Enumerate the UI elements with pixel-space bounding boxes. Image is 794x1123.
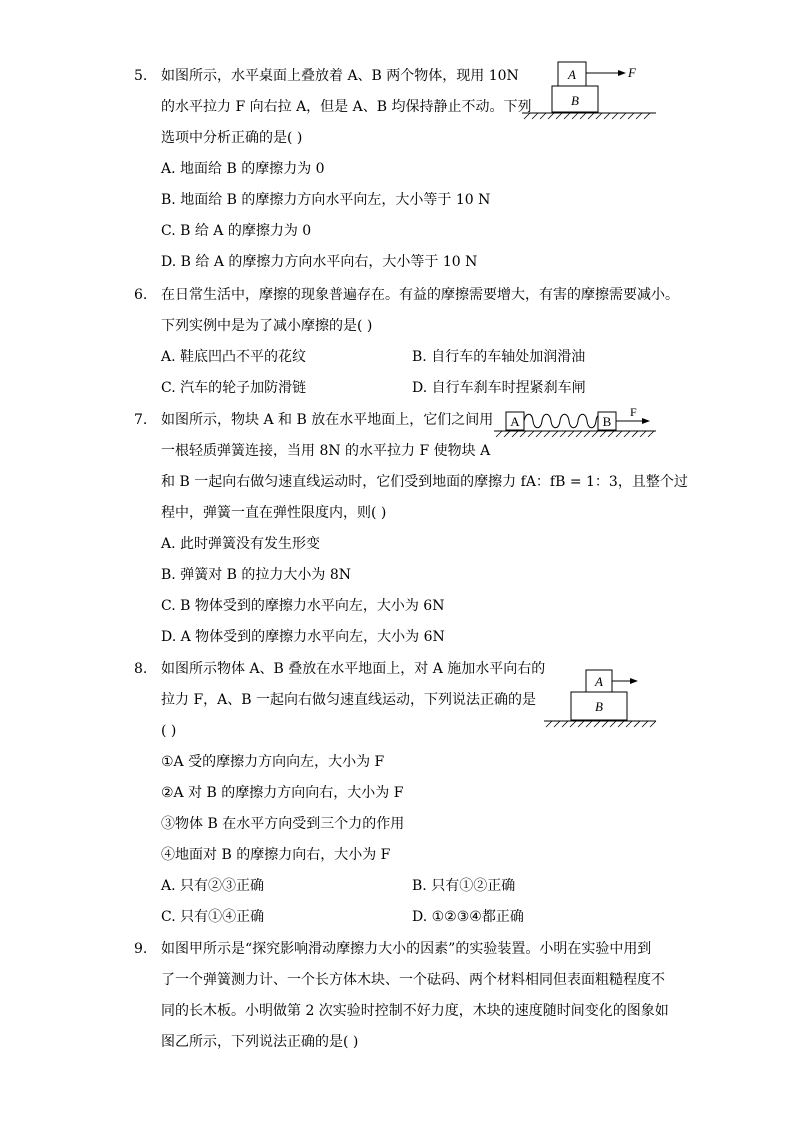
question-5-option-a[interactable]: A. 地面给 B 的摩擦力为 0 [161,161,325,177]
question-8-option-a[interactable]: A. 只有②③正确 [161,878,265,894]
question-5-text-line-1: 如图所示，水平桌面上叠放着 A、B 两个物体，现用 10N [161,68,519,84]
ground-hatch [496,431,654,437]
question-9-text-line-1: 如图甲所示是“探究影响滑动摩擦力大小的因素”的实验装置。小明在实验中用到 [161,941,652,957]
question-8-text-line-3: ( ) [161,723,177,739]
force-arrowhead [642,418,650,424]
block-b-label: B [571,93,579,108]
block-b-label: B [602,414,612,429]
question-8-statement-2: ②A 对 B 的摩擦力方向向右，大小为 F [161,785,404,801]
force-arrowhead [618,70,626,76]
question-5-number: 5. [134,68,148,84]
question-7-option-d[interactable]: D. A 物体受到的摩擦力水平向左，大小为 6N [161,629,445,645]
question-7-text-line-4: 程中，弹簧一直在弹性限度内，则( ) [161,505,387,521]
question-7-option-a[interactable]: A. 此时弹簧没有发生形变 [161,536,321,552]
question-8-figure [540,664,660,730]
question-5-figure [518,58,660,120]
question-6-option-a[interactable]: A. 鞋底凹凸不平的花纹 [161,349,307,365]
question-6-text-line-1: 在日常生活中，摩擦的现象普遍存在。有益的摩擦需要增大，有害的摩擦需要减小。 [161,287,679,303]
question-5-option-c[interactable]: C. B 给 A 的摩擦力为 0 [161,223,312,239]
question-6-text-line-2: 下列实例中是为了减小摩擦的是( ) [161,318,373,334]
question-6-option-d[interactable]: D. 自行车刹车时捏紧刹车闸 [412,380,586,396]
block-b-label: B [595,699,603,714]
question-8-option-c[interactable]: C. 只有①④正确 [161,909,265,925]
question-6-option-b[interactable]: B. 自行车的车轴处加润滑油 [412,349,586,365]
question-7-option-c[interactable]: C. B 物体受到的摩擦力水平向左，大小为 6N [161,598,445,614]
question-9-text-line-2: 了一个弹簧测力计、一个长方体木块、一个砝码、两个材料相同但表面粗糙程度不 [161,972,665,988]
question-7-text-line-3: 和 B 一起向右做匀速直线运动时，它们受到地面的摩擦力 fA：fB = 1：3，且整个过 [161,474,688,490]
question-8-number: 8. [134,661,148,677]
block-a-label: A [568,67,576,82]
question-8-option-b[interactable]: B. 只有①②正确 [412,878,516,894]
question-8-text-line-2: 拉力 F，A、B 一起向右做匀速直线运动，下列说法正确的是 [161,692,537,708]
force-label: F [628,65,636,80]
question-5-option-b[interactable]: B. 地面给 B 的摩擦力方向水平向左，大小等于 10 N [161,192,491,208]
question-7-option-b[interactable]: B. 弹簧对 B 的拉力大小为 8N [161,567,351,583]
question-5-text-line-2: 的水平拉力 F 向右拉 A，但是 A、B 均保持静止不动。下列 [161,99,532,115]
question-5-text-line-3: 选项中分析正确的是( ) [161,130,303,146]
question-6-number: 6. [134,287,148,303]
question-9-text-line-4: 图乙所示，下列说法正确的是( ) [161,1034,359,1050]
question-7-text-line-1: 如图所示，物块 A 和 B 放在水平地面上，它们之间用 [161,412,494,428]
force-label: F [630,405,637,419]
question-6-option-c[interactable]: C. 汽车的轮子加防滑链 [161,380,307,396]
force-arrowhead [630,678,638,684]
question-7-number: 7. [134,412,148,428]
question-8-text-line-1: 如图所示物体 A、B 叠放在水平地面上，对 A 施加水平向右的 [161,661,546,677]
question-9-text-line-3: 同的长木板。小明做第 2 次实验时控制不好力度，木块的速度随时间变化的图象如 [161,1003,669,1019]
question-8-statement-4: ④地面对 B 的摩擦力向右，大小为 F [161,847,391,863]
block-a-label: A [510,414,520,429]
question-9-number: 9. [134,941,148,957]
question-7-text-line-2: 一根轻质弹簧连接，当用 8N 的水平拉力 F 使物块 A [161,443,491,459]
question-8-statement-3: ③物体 B 在水平方向受到三个力的作用 [161,816,405,832]
question-7-figure [490,404,660,438]
ground-hatch [546,721,656,727]
question-8-statement-1: ①A 受的摩擦力方向向左，大小为 F [161,754,385,770]
ground-hatch [524,113,650,119]
question-5-option-d[interactable]: D. B 给 A 的摩擦力方向水平向右，大小等于 10 N [161,254,478,270]
block-a-label: A [595,674,603,689]
question-8-option-d[interactable]: D. ①②③④都正确 [412,909,524,925]
